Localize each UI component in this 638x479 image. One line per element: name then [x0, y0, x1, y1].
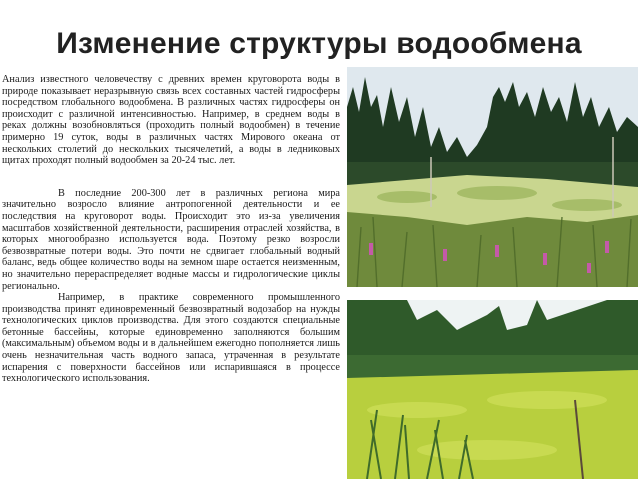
algae-pond-photo [347, 300, 638, 479]
paragraph-anthropogenic-impact: В последние 200-300 лет в различных региона мира значительно возросло влияние антропогенной деятельности и ее последствия на круговорот воды. Происходит это из-за увеличения масштабов хозяйственной деятельности, расширения отраслей хозяйства, в которых многообразно используется вода. Поэтому резко возросли безвозвратные потери воды. Это почти не сдвигает глобальный водный баланс, ведь общее количество воды на земном шаре остается неизменным, но значительно перераспределяет водные массы и гидрологические циклы регионально. [2, 187, 340, 292]
body-text [2, 74, 340, 385]
slide-title: Изменение структуры водообмена [56, 27, 582, 60]
paragraph-industrial-example: Например, в практике современного промышленного производства принят единовременный безвозвратный водозабор на нужды технологических циклов производства. Для этого создаются специальные бетонные бассейны, которые единовременно заполняются большим (максимальным) объемом воды и в дальнейшем ежегодно пополняется лишь очень незначительная часть водного запаса, утраченная в результате испарения с поверхности бассейнов или испарившаяся в процессе технологического использования. [2, 292, 340, 385]
paragraph-water-cycle: Анализ известного человечеству с древних времен круговорота воды в природе показывает неразрывную связь всех составных частей гидросферы посредством глобального водообмена. В различных частях гидросферы он происходит с различной интенсивностью. Например, в среднем воды в реках должны возобновляться (проходить полный водообмен) в течение примерно 19 суток, воды в различных частях Мирового океана от нескольких столетий до нескольких тысячелетий, а воды в ледниковых щитах проходят полный водообмен за 20-24 тыс. лет. [2, 74, 340, 167]
swamp-forest-photo [347, 67, 638, 287]
